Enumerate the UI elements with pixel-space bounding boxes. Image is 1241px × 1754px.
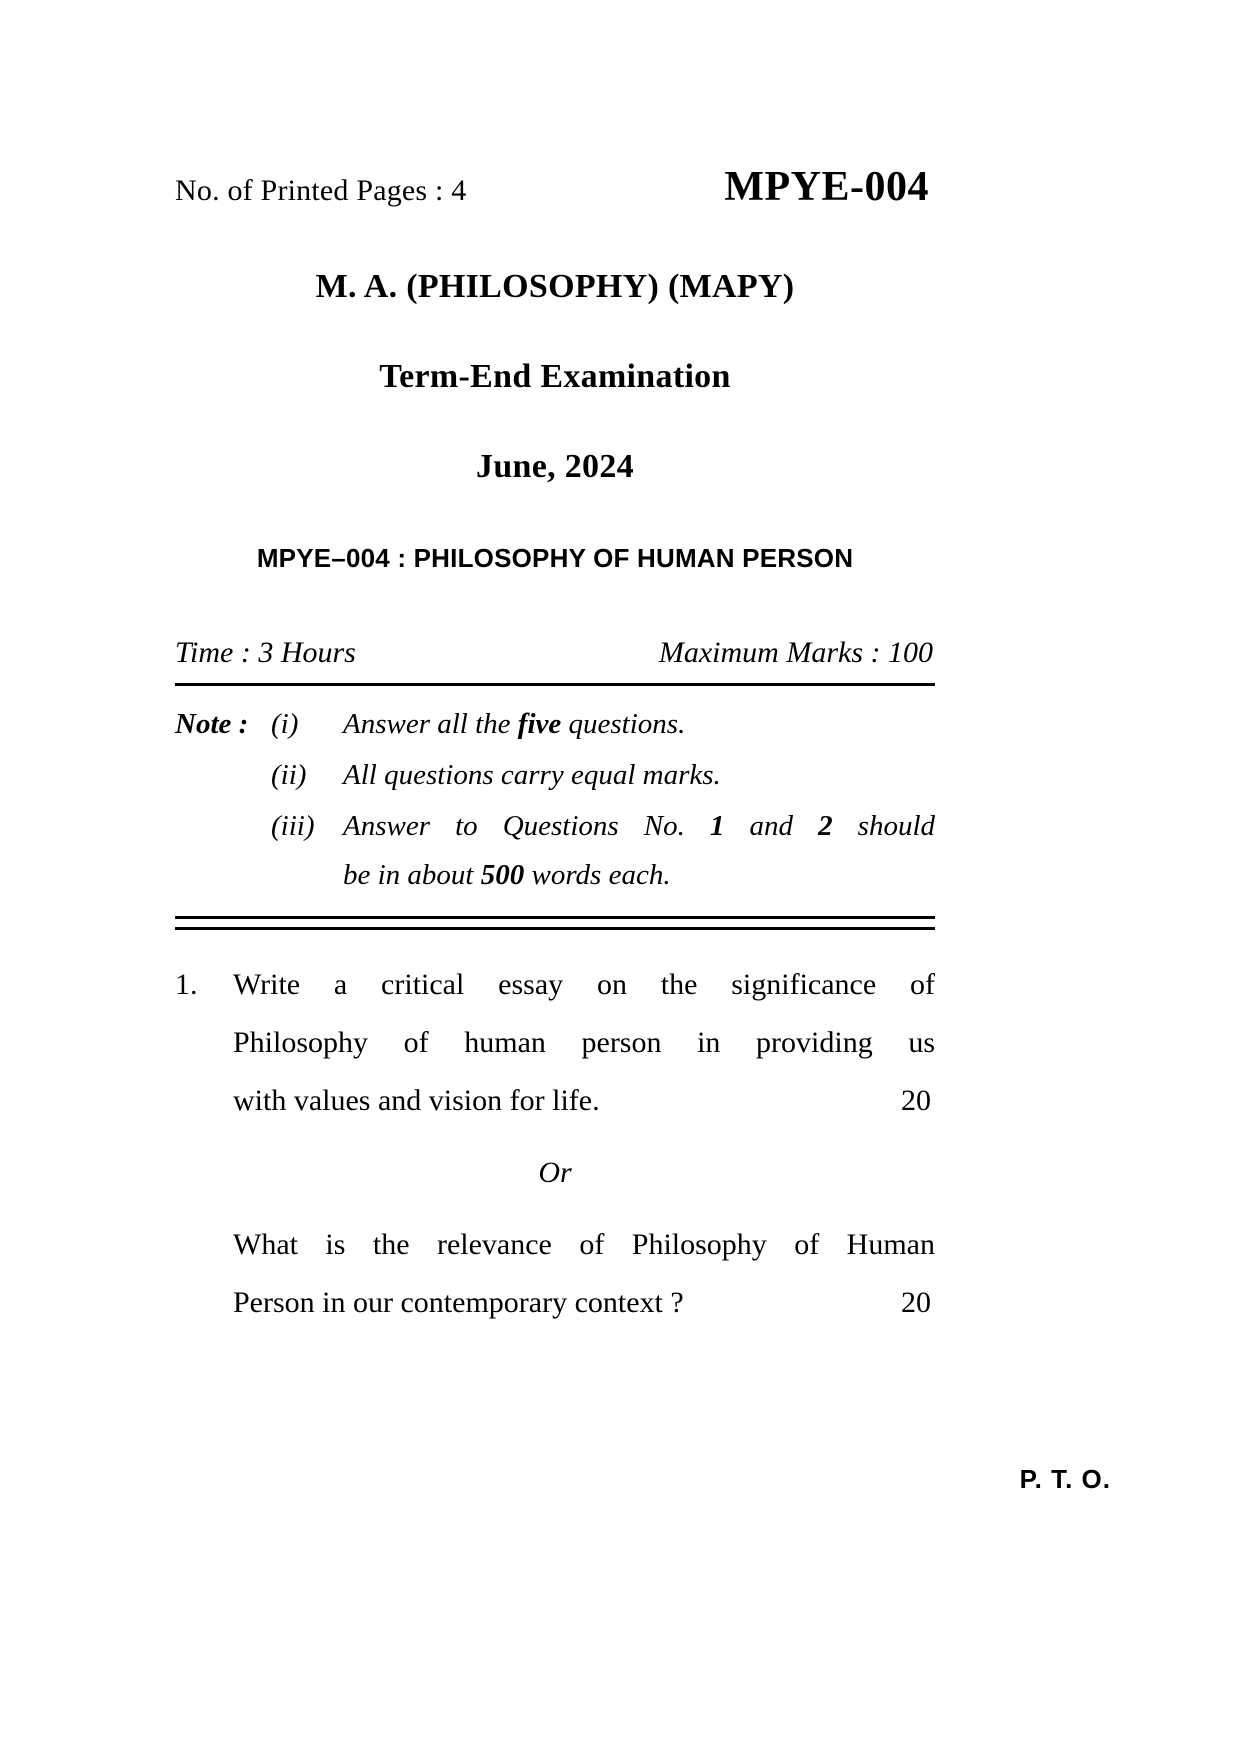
note-item [175, 710, 935, 739]
header-divider-rule [175, 683, 935, 686]
note-text-part: questions. [561, 708, 686, 740]
question-marks: 20 [901, 1084, 931, 1117]
note-text-emphasis: 1 [709, 810, 725, 842]
printed-pages-label: No. of Printed Pages : 4 [175, 174, 467, 207]
question-item [175, 970, 935, 1116]
note-text-part: Answer all the [343, 708, 518, 740]
question-text-line: Philosophy of human person in providing us [233, 1026, 935, 1059]
note-block [175, 710, 935, 890]
note-text-emphasis: 500 [480, 859, 525, 891]
note-label: Note : [175, 708, 249, 740]
note-text-emphasis: five [517, 708, 562, 740]
note-text-emphasis: 2 [818, 810, 833, 842]
question-text-line: Write a critical essay on the significance of [233, 968, 935, 1001]
note-text-part: be in about [343, 859, 481, 891]
question-or-separator: Or [538, 1156, 572, 1189]
question-last-line [233, 1086, 935, 1116]
question-text-line: What is the relevance of Philosophy of Human [233, 1228, 935, 1261]
course-code: MPYE-004 [724, 164, 929, 210]
note-text: All questions carry equal marks. [343, 759, 721, 791]
note-text-part: and [724, 810, 819, 842]
question-marks: 20 [901, 1286, 931, 1319]
question-number: 1. [175, 968, 198, 1001]
note-text [343, 812, 935, 841]
note-text-part: should [832, 810, 936, 842]
note-text-part: Answer to Questions No. [343, 810, 710, 842]
page-turn-over-label: P. T. O. [1019, 1464, 1111, 1494]
note-item [175, 812, 935, 841]
examination-session: June, 2024 [476, 448, 634, 485]
time-allowed: Time : 3 Hours [175, 636, 356, 669]
note-text [343, 710, 935, 739]
note-numeral: (iii) [271, 810, 315, 842]
exam-info-row [175, 636, 935, 670]
question-text-line: Person in our contemporary context ? [233, 1286, 684, 1319]
note-text-part: words each. [524, 859, 671, 891]
question-body [233, 970, 935, 1116]
question-alternative [233, 1230, 935, 1318]
note-numeral: (i) [271, 708, 299, 740]
question-text-line: with values and vision for life. [233, 1084, 600, 1117]
question-last-line [233, 1288, 935, 1318]
note-divider-double-rule [175, 916, 935, 930]
note-numeral: (ii) [271, 759, 307, 791]
page-content [175, 0, 935, 1318]
subject-title: MPYE–004 : PHILOSOPHY OF HUMAN PERSON [256, 543, 854, 573]
maximum-marks: Maximum Marks : 100 [658, 636, 933, 669]
questions-section [175, 970, 935, 1318]
note-item [175, 761, 935, 790]
page-header [175, 163, 935, 215]
programme-title: M. A. (PHILOSOPHY) (MAPY) [315, 268, 795, 305]
note-continuation-line [343, 861, 935, 890]
examination-title: Term-End Examination [379, 358, 731, 395]
